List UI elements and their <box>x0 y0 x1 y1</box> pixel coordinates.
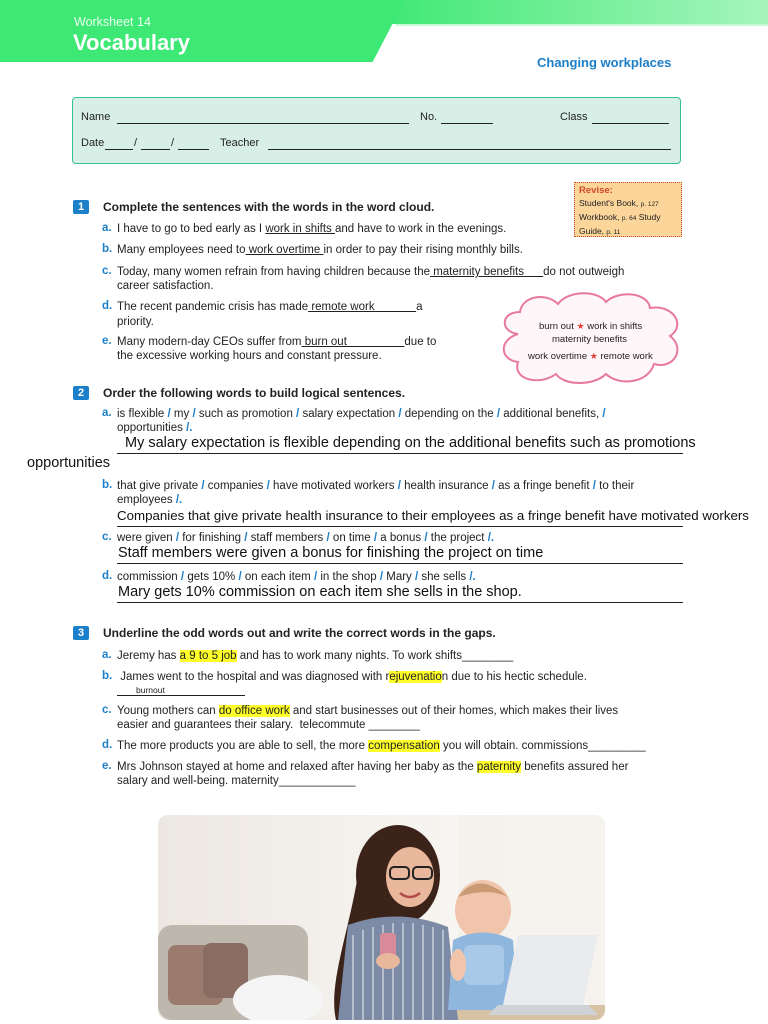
cloud-word-maternity-benefits: maternity benefits <box>552 334 627 345</box>
no-field[interactable] <box>441 123 493 124</box>
teacher-label: Teacher <box>220 137 260 149</box>
ex3-a-odd-word[interactable]: a 9 to 5 job <box>179 650 237 662</box>
revise-sb: Student's Book, <box>579 198 639 208</box>
ex2-b-line2: employees /. <box>117 494 183 506</box>
ex1-b-answer[interactable]: work overtime <box>245 244 324 256</box>
ex2-b-answer[interactable]: Companies that give private health insurance to their employees as a fringe benefit have motivated workers <box>117 508 749 523</box>
name-field[interactable] <box>117 123 409 124</box>
ex1-a-letter: a. <box>102 222 112 234</box>
ex3-b-letter: b. <box>102 670 113 682</box>
ex1-b-sentence: Many employees need to work overtime in order to pay their rising monthly bills. <box>117 244 523 256</box>
ex1-e-answer[interactable]: burn out <box>301 336 405 348</box>
ex2-b-letter: b. <box>102 479 113 491</box>
no-label: No. <box>420 111 438 123</box>
cloud-row-1 <box>539 321 642 332</box>
date-separator-2: / <box>171 137 175 149</box>
ex2-d-letter: d. <box>102 570 113 582</box>
cloud-word-work-overtime: work overtime <box>528 351 588 362</box>
ex3-c-gap[interactable]: ________ <box>368 719 420 731</box>
ex2-a-line2: opportunities /. <box>117 422 193 434</box>
teacher-field[interactable] <box>268 149 671 150</box>
star-icon: ★ <box>576 321 585 331</box>
ex1-e-letter: e. <box>102 335 112 347</box>
exercise-3-number: 3 <box>73 626 89 640</box>
ex2-c-letter: c. <box>102 531 112 543</box>
ex3-b-odd-word[interactable]: ejuvenatio <box>389 671 442 683</box>
revise-title: Revise: <box>579 185 613 196</box>
revise-wb: Workbook, <box>579 212 620 222</box>
date-month-field[interactable] <box>141 149 170 150</box>
ex1-c-answer[interactable]: maternity benefits <box>430 266 544 278</box>
ex1-d-answer[interactable]: remote work <box>308 301 417 313</box>
ex1-e-line2: the excessive working hours and constant pressure. <box>117 350 382 362</box>
ex2-a-answer-line <box>117 453 683 454</box>
date-label: Date <box>81 137 105 149</box>
ex1-a-answer[interactable]: work in shifts <box>265 223 335 235</box>
star-icon: ★ <box>589 351 598 361</box>
ex1-a-sentence: I have to go to bed early as I work in shifts and have to work in the evenings. <box>117 223 507 235</box>
ex2-b-words: that give private / companies / have motivated workers / health insurance / as a fringe benefit / to their <box>117 480 635 492</box>
ex1-d-sentence: The recent pandemic crisis has made remote work a <box>117 301 423 313</box>
ex3-d-odd-word[interactable]: compensation <box>368 740 440 752</box>
mother-and-baby-photo <box>158 815 605 1020</box>
ex3-c-letter: c. <box>102 704 112 716</box>
ex3-a-gap[interactable]: ________ <box>461 650 514 662</box>
class-field[interactable] <box>592 123 669 124</box>
revise-wb-page: p. 64 <box>621 215 637 222</box>
ex2-c-words: were given / for finishing / staff members / on time / a bonus / the project /. <box>117 532 495 544</box>
ex2-c-answer[interactable]: Staff members were given a bonus for finishing the project on time <box>118 545 544 561</box>
ex2-a-words: is flexible / my / such as promotion / salary expectation / depending on the / additional benefits, / <box>117 408 606 420</box>
student-info-box <box>72 97 681 164</box>
ex3-d-sentence: The more products you are able to sell, the more compensation you will obtain. commissions_________ <box>117 740 646 752</box>
exercise-2-number: 2 <box>73 386 89 400</box>
name-label: Name <box>81 111 111 123</box>
ex3-e-sentence: Mrs Johnson stayed at home and relaxed after having her baby as the paternity benefits assured her <box>117 761 629 773</box>
date-day-field[interactable] <box>105 149 133 150</box>
ex2-d-answer[interactable]: Mary gets 10% commission on each item she sells in the shop. <box>118 584 522 600</box>
revise-sb-page: p. 127 <box>640 201 659 208</box>
ex1-b-letter: b. <box>102 243 113 255</box>
header-strip <box>380 0 768 24</box>
ex3-d-gap[interactable]: _________ <box>588 740 646 752</box>
exercise-1-title: Complete the sentences with the words in the word cloud. <box>103 200 435 214</box>
ex3-e-odd-word[interactable]: paternity <box>476 761 522 773</box>
exercise-1-number: 1 <box>73 200 89 214</box>
ex1-c-letter: c. <box>102 265 112 277</box>
ex2-d-answer-line <box>117 602 683 603</box>
ex2-b-answer-line <box>117 526 683 527</box>
ex2-d-words: commission / gets 10% / on each item / in the shop / Mary / she sells /. <box>117 571 476 583</box>
ex3-b-gap-line <box>117 695 245 696</box>
ex1-e-sentence: Many modern-day CEOs suffer from burn out due to <box>117 336 437 348</box>
ex2-c-answer-line <box>117 563 683 564</box>
ex3-e-line2: salary and well-being. maternity____________ <box>117 775 356 787</box>
ex3-d-letter: d. <box>102 739 113 751</box>
header-banner <box>0 0 405 62</box>
cloud-word-remote-work: remote work <box>600 351 653 362</box>
cloud-word-burn-out: burn out <box>539 321 574 332</box>
ex2-a-answer-wrap[interactable]: opportunities <box>27 455 111 471</box>
worksheet-subtitle: Changing workplaces <box>537 55 672 70</box>
ex3-c-line2: easier and guarantees their salary. telecommute ________ <box>117 719 420 731</box>
cloud-word-work-in-shifts: work in shifts <box>587 321 643 332</box>
revise-study: Study <box>638 212 661 222</box>
ex2-a-answer[interactable]: My salary expectation is flexible depending on the additional benefits such as promotions <box>125 435 696 451</box>
ex3-a-letter: a. <box>102 649 112 661</box>
ex3-e-letter: e. <box>102 760 112 772</box>
worksheet-number: Worksheet 14 <box>74 15 151 29</box>
exercise-3-title: Underline the odd words out and write the correct words in the gaps. <box>103 626 496 640</box>
ex1-d-line2: priority. <box>117 316 154 328</box>
revise-references <box>579 197 677 239</box>
revise-sg-page: p. 11 <box>606 229 621 236</box>
revise-box <box>574 182 682 237</box>
exercise-2-title: Order the following words to build logical sentences. <box>103 386 406 400</box>
ex2-a-letter: a. <box>102 407 112 419</box>
class-label: Class <box>560 111 588 123</box>
ex1-c-sentence: Today, many women refrain from having children because the maternity benefits do not outweigh <box>117 266 625 278</box>
worksheet-title: Vocabulary <box>73 30 190 55</box>
cloud-row-3 <box>528 351 653 362</box>
ex3-a-sentence: Jeremy has a 9 to 5 job and has to work many nights. To work shifts________ <box>117 650 514 662</box>
ex1-d-letter: d. <box>102 300 113 312</box>
revise-guide: Guide, <box>579 226 605 236</box>
header-strip-underline <box>396 24 768 26</box>
date-separator-1: / <box>134 137 138 149</box>
ex3-c-sentence: Young mothers can do office work and start businesses out of their homes, which makes their lives <box>117 705 619 717</box>
ex3-c-odd-word[interactable]: do office work <box>218 705 290 717</box>
ex3-e-gap[interactable]: ____________ <box>278 775 356 787</box>
ex3-b-sentence: James went to the hospital and was diagnosed with rejuvenation due to his hectic schedule. <box>117 671 587 683</box>
ex3-b-answer[interactable]: burnout <box>136 685 165 695</box>
ex1-c-line2: career satisfaction. <box>117 280 214 292</box>
date-year-field[interactable] <box>178 149 209 150</box>
